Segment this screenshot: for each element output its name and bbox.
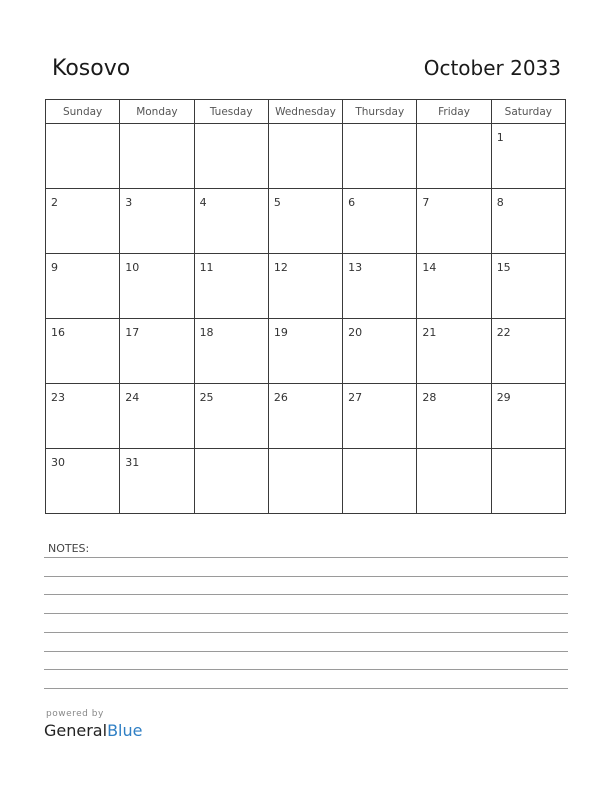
day-number (492, 449, 565, 456)
day-cell (120, 189, 194, 254)
month-year-title: October 2033 (423, 56, 561, 80)
day-cell (268, 124, 342, 189)
day-cell (120, 124, 194, 189)
day-number (343, 449, 416, 456)
day-cell (120, 384, 194, 449)
day-number: 15 (496, 261, 511, 274)
day-cell (194, 384, 268, 449)
day-number: 23 (51, 391, 65, 404)
day-number (417, 124, 490, 131)
notes-line (44, 557, 568, 558)
day-cell (120, 449, 194, 514)
day-cell (343, 449, 417, 514)
day-cell (268, 319, 342, 384)
day-cell (417, 449, 491, 514)
day-number: 16 (51, 326, 65, 339)
day-number: 9 (51, 261, 58, 274)
day-cell (343, 189, 417, 254)
day-cell (417, 319, 491, 384)
day-cell (194, 254, 268, 319)
day-cell (491, 124, 565, 189)
day-cell (268, 254, 342, 319)
week-row (46, 449, 566, 514)
day-number: 19 (273, 326, 288, 339)
day-cell (46, 124, 120, 189)
day-number: 18 (199, 326, 214, 339)
weekday-thursday: Thursday (343, 100, 417, 124)
calendar-grid (45, 99, 566, 514)
day-cell (343, 254, 417, 319)
day-cell (46, 254, 120, 319)
day-cell (343, 384, 417, 449)
weekday-wednesday: Wednesday (268, 100, 342, 124)
day-cell (491, 449, 565, 514)
day-number: 29 (496, 391, 511, 404)
day-number: 8 (496, 196, 504, 209)
notes-label: NOTES: (48, 542, 90, 555)
day-number: 22 (496, 326, 511, 339)
day-number (120, 124, 193, 131)
day-number: 20 (348, 326, 363, 339)
day-cell (417, 384, 491, 449)
notes-line (44, 576, 568, 577)
notes-line (44, 669, 568, 670)
day-number: 7 (422, 196, 430, 209)
weekday-tuesday: Tuesday (194, 100, 268, 124)
country-title: Kosovo (52, 56, 131, 81)
notes-line (44, 651, 568, 652)
day-number (269, 124, 342, 131)
day-number: 31 (125, 456, 140, 469)
day-number: 25 (199, 391, 214, 404)
generalblue-logo (44, 721, 142, 740)
day-number: 12 (273, 261, 288, 274)
day-cell (46, 189, 120, 254)
notes-line (44, 632, 568, 633)
day-cell (46, 384, 120, 449)
notes-line (44, 594, 568, 595)
day-number: 17 (125, 326, 140, 339)
day-cell (120, 319, 194, 384)
day-cell (194, 319, 268, 384)
day-number: 26 (273, 391, 288, 404)
weekday-monday: Monday (120, 100, 194, 124)
day-cell (46, 449, 120, 514)
day-cell (417, 254, 491, 319)
day-cell (46, 319, 120, 384)
day-number (195, 449, 268, 456)
day-number: 14 (422, 261, 437, 274)
day-cell (194, 189, 268, 254)
day-number: 28 (422, 391, 437, 404)
notes-line (44, 688, 568, 689)
week-row (46, 384, 566, 449)
day-cell (268, 189, 342, 254)
day-number: 27 (348, 391, 363, 404)
day-cell (194, 449, 268, 514)
brand-general-text: General (44, 721, 108, 740)
day-cell (194, 124, 268, 189)
day-cell (268, 449, 342, 514)
weekday-sunday: Sunday (46, 100, 120, 124)
day-number (269, 449, 342, 456)
day-cell (343, 319, 417, 384)
day-number: 6 (348, 196, 356, 209)
day-cell (120, 254, 194, 319)
day-number (195, 124, 268, 131)
day-number: 5 (273, 196, 281, 209)
day-number (417, 449, 490, 456)
day-number: 1 (496, 131, 504, 144)
weekday-friday: Friday (417, 100, 491, 124)
day-number (46, 124, 119, 131)
powered-by-text: powered by (46, 709, 104, 719)
notes-line (44, 613, 568, 614)
day-cell (343, 124, 417, 189)
weekday-header-row (46, 100, 566, 124)
week-row (46, 124, 566, 189)
day-cell (417, 124, 491, 189)
week-row (46, 319, 566, 384)
weekday-saturday: Saturday (491, 100, 565, 124)
week-row (46, 189, 566, 254)
brand-blue-text: Blue (107, 721, 143, 740)
day-number: 2 (51, 196, 58, 209)
day-number: 3 (125, 196, 133, 209)
week-row (46, 254, 566, 319)
day-number: 21 (422, 326, 437, 339)
day-number (343, 124, 416, 131)
day-cell (417, 189, 491, 254)
day-number: 30 (51, 456, 65, 469)
day-cell (491, 384, 565, 449)
day-number: 4 (199, 196, 207, 209)
day-number: 10 (125, 261, 140, 274)
day-cell (491, 319, 565, 384)
day-cell (268, 384, 342, 449)
day-number: 24 (125, 391, 140, 404)
day-cell (491, 189, 565, 254)
day-cell (491, 254, 565, 319)
day-number: 13 (348, 261, 363, 274)
day-number: 11 (199, 261, 214, 274)
